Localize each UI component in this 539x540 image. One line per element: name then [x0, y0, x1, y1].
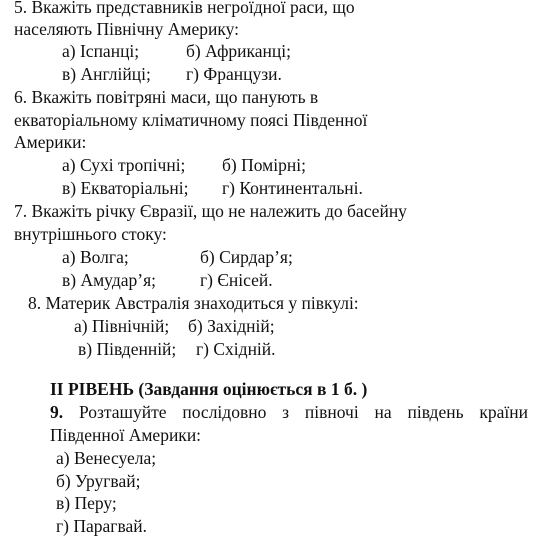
question-8-option-b: б) Західній;: [188, 316, 275, 336]
question-5-line-1: 5. Вкажіть представників негроїдної раси, що: [14, 0, 355, 17]
question-7-option-c: в) Амудар’я;: [62, 270, 156, 290]
question-8-option-c: в) Південній;: [78, 339, 177, 359]
question-7-line-1: 7. Вкажіть річку Євразії, що не належить до басейну: [14, 201, 407, 221]
question-6-option-c: в) Екваторіальні;: [62, 178, 189, 198]
question-8-line-1: 8. Материк Австралія знаходиться у півкулі:: [28, 293, 359, 313]
question-5-option-d: г) Французи.: [186, 64, 282, 84]
question-9-option-c: в) Перу;: [56, 493, 117, 513]
question-5-option-b: б) Африканці;: [186, 41, 291, 61]
question-8-option-d: г) Східній.: [196, 339, 276, 359]
question-6-line-1: 6. Вкажіть повітряні маси, що панують в: [14, 87, 319, 107]
question-7-option-d: г) Єнісей.: [200, 270, 273, 290]
question-9-text: Розташуйте послідовно з півночі на південь країни: [78, 402, 528, 422]
question-6-option-b: б) Помірні;: [222, 155, 306, 175]
level-2-heading: ІІ РІВЕНЬ (Завдання оцінюється в 1 б. ): [50, 379, 368, 399]
question-6-option-d: г) Континентальні.: [222, 178, 363, 198]
question-6-line-3: Америки:: [14, 132, 87, 152]
question-9-option-a: а) Венесуела;: [56, 448, 157, 468]
question-9-line-2: Південної Америки:: [50, 425, 202, 445]
question-9-number: 9: [50, 402, 59, 422]
question-8-option-a: а) Північній;: [74, 316, 170, 336]
question-6-option-a: а) Сухі тропічні;: [62, 155, 186, 175]
question-7-option-b: б) Сирдар’я;: [200, 247, 293, 267]
question-5-line-2: населяють Північну Америку:: [14, 19, 240, 39]
question-9-line-1: 9. Розташуйте послідовно з півночі на південь країни: [50, 402, 528, 422]
question-5-option-a: а) Іспанці;: [62, 41, 140, 61]
question-5-option-c: в) Англійці;: [62, 64, 151, 84]
question-7-option-a: а) Волга;: [62, 247, 129, 267]
question-9-option-b: б) Уругвай;: [56, 471, 141, 491]
question-6-line-2: екваторіальному кліматичному поясі Південної: [14, 110, 368, 130]
question-9-option-d: г) Парагвай.: [56, 516, 148, 536]
question-7-line-2: внутрішнього стоку:: [14, 224, 167, 244]
